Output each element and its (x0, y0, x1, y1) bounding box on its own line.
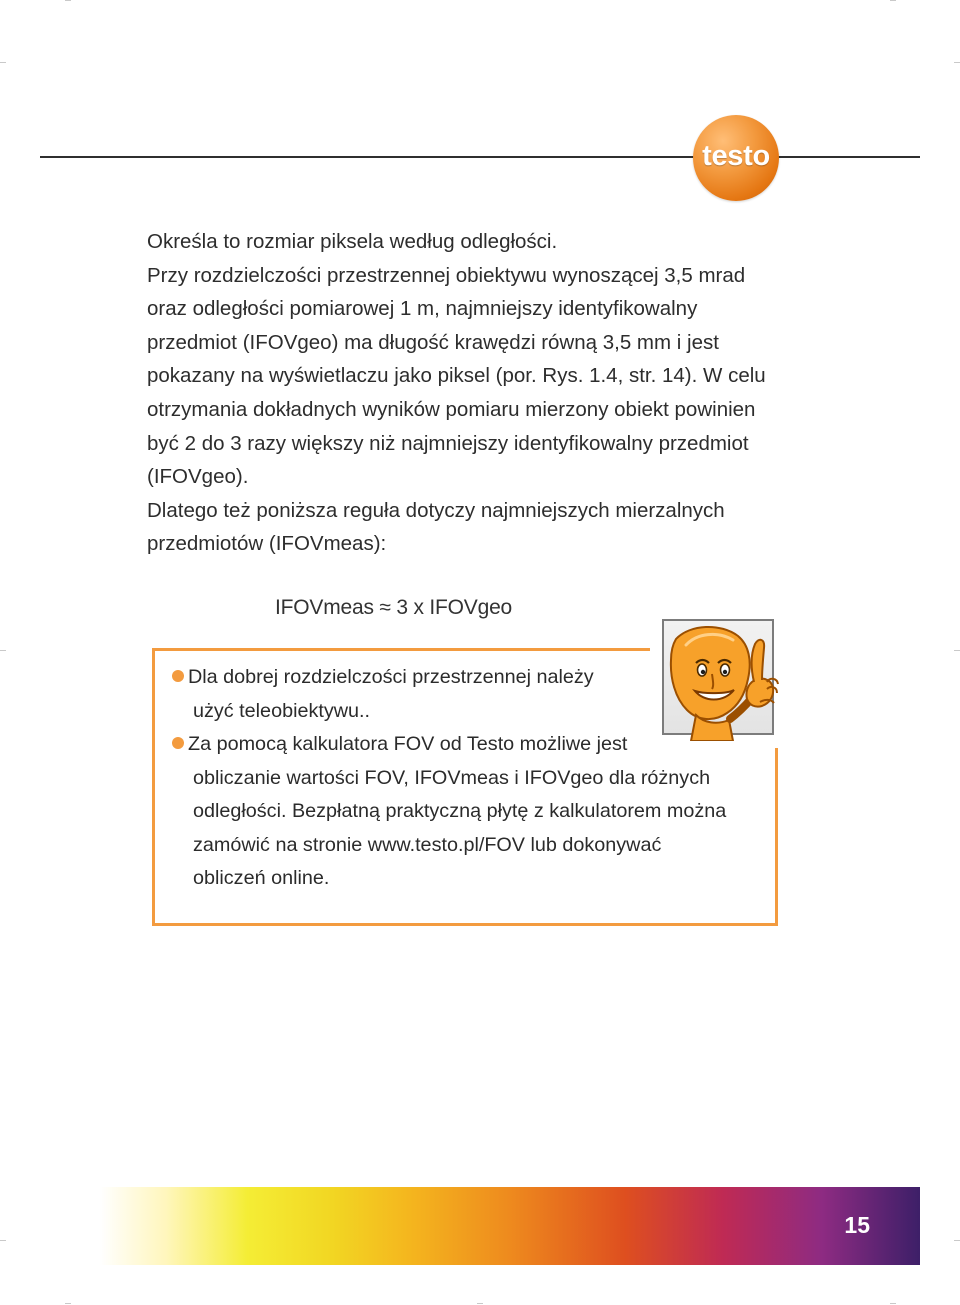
paragraph-1: Określa to rozmiar piksela według odległości. (147, 230, 558, 253)
crop-mark-right-mid (954, 650, 960, 651)
crop-mark-bottom-left (65, 1303, 71, 1304)
tip-line-1-text: Dla dobrej rozdzielczości przestrzennej należy (188, 666, 594, 688)
testo-logo-icon (693, 115, 779, 201)
crop-mark-top-left (65, 0, 71, 1)
crop-mark-bottom-right (890, 1303, 896, 1304)
tip-line-6: zamówić na stronie www.testo.pl/FOV lub dokonywać (193, 833, 662, 856)
tip-line-3 (172, 728, 760, 762)
tip-line-1-content (172, 661, 594, 695)
crop-mark-left-bottom (0, 1240, 6, 1241)
crop-mark-right-bottom (954, 1240, 960, 1241)
tip-line-1 (172, 661, 760, 695)
paragraph-3: Dlatego też poniższa reguła dotyczy najmniejszych mierzalnych przedmiotów (IFOVmeas): (147, 498, 725, 556)
body-text (147, 225, 787, 561)
tip-content (172, 661, 760, 896)
crop-mark-left-mid (0, 650, 6, 651)
formula: IFOVmeas ≈ 3 x IFOVgeo (275, 596, 513, 619)
crop-mark-right-top (954, 62, 960, 63)
header-rule (40, 156, 920, 158)
tip-line-7: obliczeń online. (193, 867, 330, 889)
tip-line-4: obliczanie wartości FOV, IFOVmeas i IFOVgeo dla różnych (193, 766, 711, 789)
tip-line-3-text: Za pomocą kalkulatora FOV od Testo możliwe jest (188, 733, 628, 755)
footer-band (100, 1187, 920, 1265)
tip-line-2: użyć teleobiektywu.. (193, 699, 371, 722)
crop-mark-top-right (890, 0, 896, 1)
logo-wordmark: testo (702, 139, 770, 172)
bullet-icon (172, 670, 184, 682)
paragraph-2: Przy rozdzielczości przestrzennej obiektywu wynoszącej 3,5 mrad oraz odległości pomiarowej 1 m, najmniejszy identyfikowalny przedmiot (IFOVgeo) ma długość krawędzi równą 3,5 mm i jest pokazany na wyświetlaczu jako piksel (por. Rys. 1.4, str. 14). W celu otrzymania dokładnych wyników pomiaru mierzony obiekt powinien być 2 do 3 razy większy niż najmniejszy identyfikowalny przedmiot (IFOVgeo). (147, 263, 766, 489)
crop-mark-bottom-center (477, 1303, 483, 1304)
page-number: 15 (844, 1212, 870, 1238)
crop-mark-left-top (0, 62, 6, 63)
bullet-icon (172, 737, 184, 749)
tip-line-5: odległości. Bezpłatną praktyczną płytę z kalkulatorem można (193, 800, 727, 822)
